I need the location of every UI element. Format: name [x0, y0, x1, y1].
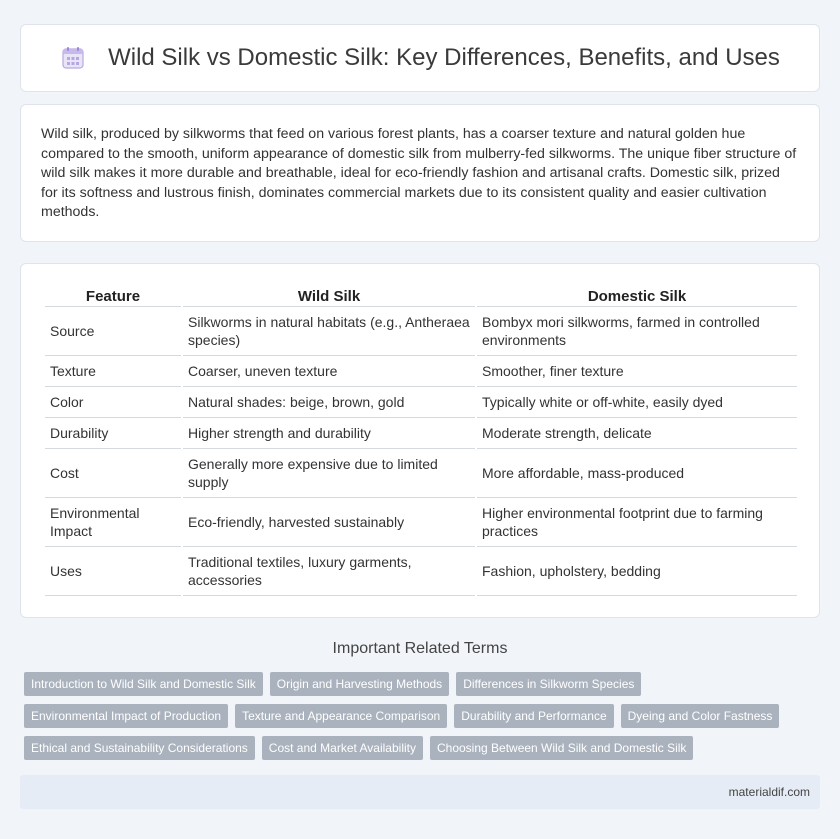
related-terms-title: Important Related Terms [332, 640, 508, 657]
tag-link[interactable]: Choosing Between Wild Silk and Domestic Silk [430, 736, 693, 760]
cell-domestic-silk: Fashion, upholstery, bedding [477, 547, 797, 596]
table-row [45, 387, 797, 418]
header-domestic-silk: Domestic Silk [477, 284, 797, 307]
comparison-table-card [20, 263, 820, 618]
cell-wild-silk: Silkworms in natural habitats (e.g., Antheraea species) [183, 307, 475, 356]
tag-link[interactable]: Differences in Silkworm Species [456, 672, 641, 696]
footer [20, 775, 820, 809]
cell-wild-silk: Eco-friendly, harvested sustainably [183, 498, 475, 547]
tag-link[interactable]: Durability and Performance [454, 704, 613, 728]
table-row [45, 449, 797, 498]
tag-link[interactable]: Cost and Market Availability [262, 736, 423, 760]
cell-domestic-silk: Smoother, finer texture [477, 356, 797, 387]
cell-feature: Durability [45, 418, 181, 449]
comparison-table [43, 284, 799, 596]
cell-wild-silk: Generally more expensive due to limited supply [183, 449, 475, 498]
cell-wild-silk: Natural shades: beige, brown, gold [183, 387, 475, 418]
cell-wild-silk: Higher strength and durability [183, 418, 475, 449]
table-row [45, 498, 797, 547]
tag-link[interactable]: Environmental Impact of Production [24, 704, 228, 728]
tag-link[interactable]: Origin and Harvesting Methods [270, 672, 449, 696]
tag-link[interactable]: Dyeing and Color Fastness [621, 704, 780, 728]
intro-card [20, 104, 820, 242]
cell-domestic-silk: Bombyx mori silkworms, farmed in controlled environments [477, 307, 797, 356]
cell-domestic-silk: Moderate strength, delicate [477, 418, 797, 449]
cell-feature: Cost [45, 449, 181, 498]
table-row [45, 307, 797, 356]
cell-domestic-silk: More affordable, mass-produced [477, 449, 797, 498]
tag-link[interactable]: Ethical and Sustainability Considerations [24, 736, 255, 760]
cell-feature: Texture [45, 356, 181, 387]
table-row [45, 547, 797, 596]
header-feature: Feature [45, 284, 181, 307]
header-card [20, 24, 820, 92]
cell-feature: Uses [45, 547, 181, 596]
table-row [45, 356, 797, 387]
intro-paragraph: Wild silk, produced by silkworms that feed on various forest plants, has a coarser texture and natural golden hue compared to the smooth, uniform appearance of domestic silk from mulberry-fed silkworms. The unique fiber structure of wild silk makes it more durable and breathable, ideal for eco-friendly fashion and artisanal crafts. Domestic silk, prized for its softness and lustrous finish, dominates commercial markets due to its consistent quality and easier cultivation methods. [41, 126, 797, 220]
cell-domestic-silk: Higher environmental footprint due to farming practices [477, 498, 797, 547]
calendar-grid-icon [60, 45, 86, 71]
tag-row [24, 704, 824, 728]
cell-domestic-silk: Typically white or off-white, easily dyed [477, 387, 797, 418]
cell-feature: Environmental Impact [45, 498, 181, 547]
tag-row [24, 672, 824, 696]
cell-wild-silk: Traditional textiles, luxury garments, accessories [183, 547, 475, 596]
tag-link[interactable]: Texture and Appearance Comparison [235, 704, 447, 728]
cell-feature: Source [45, 307, 181, 356]
tag-link[interactable]: Introduction to Wild Silk and Domestic Silk [24, 672, 263, 696]
header-wild-silk: Wild Silk [183, 284, 475, 307]
table-row [45, 418, 797, 449]
cell-feature: Color [45, 387, 181, 418]
page-title: Wild Silk vs Domestic Silk: Key Differences, Benefits, and Uses [108, 44, 780, 71]
table-header-row [45, 284, 797, 307]
footer-site-link[interactable]: materialdif.com [728, 785, 810, 799]
cell-wild-silk: Coarser, uneven texture [183, 356, 475, 387]
tag-row [24, 736, 824, 760]
related-terms-tags [24, 672, 824, 768]
